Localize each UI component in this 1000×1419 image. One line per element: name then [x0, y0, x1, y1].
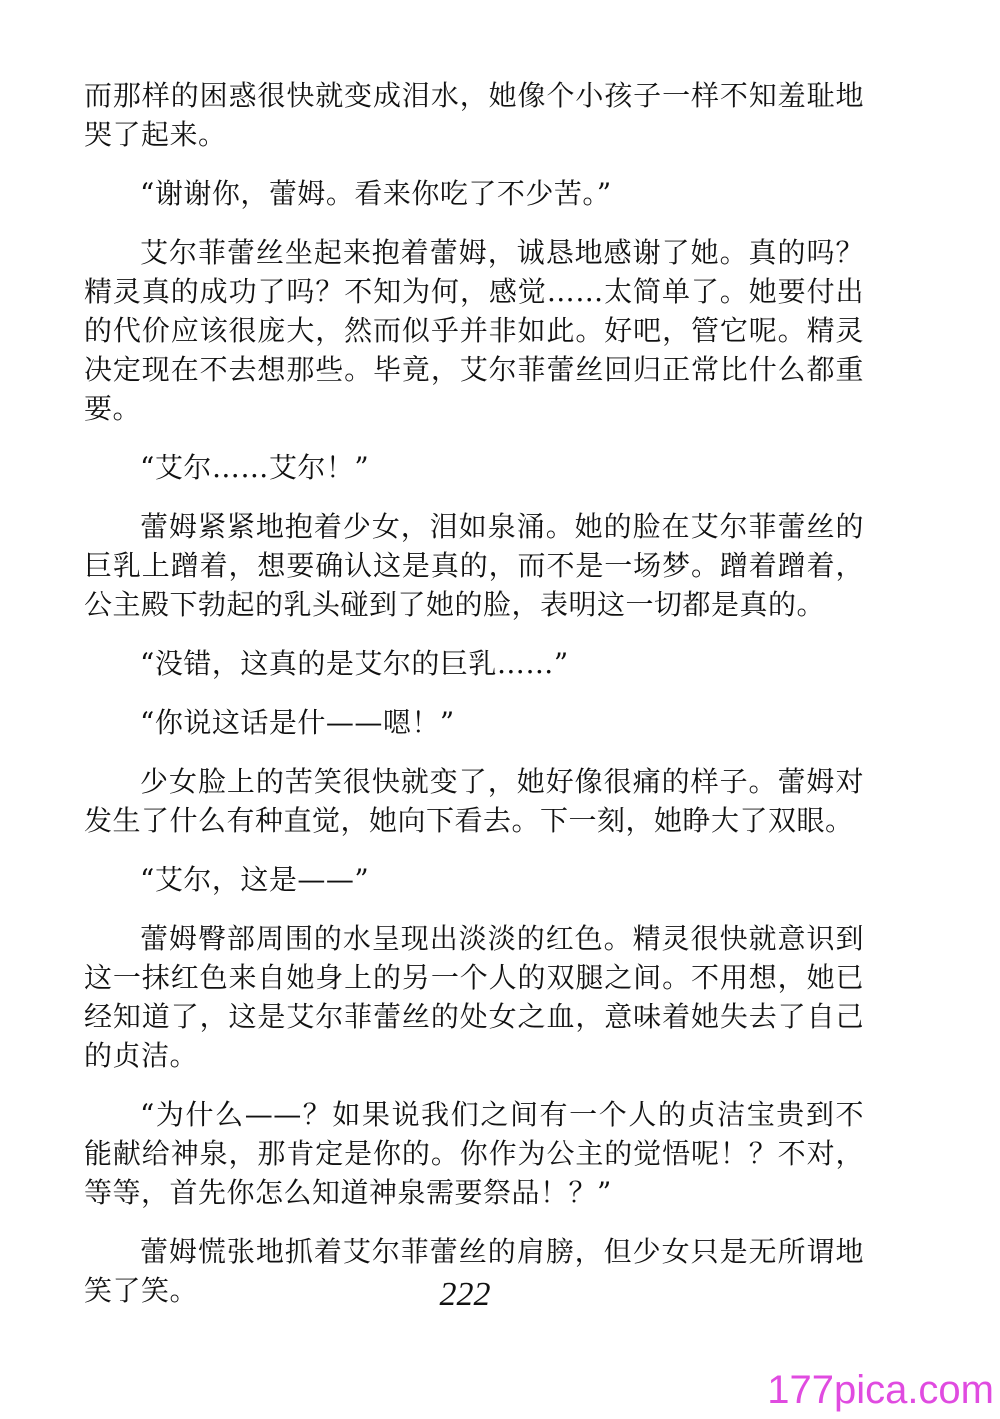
paragraph-6: “没错，这真的是艾尔的巨乳……” [140, 647, 569, 680]
paragraph-10: 蕾姆臀部周围的水呈现出淡淡的红色。精灵很快就意识到这一抹红色来自她身上的另一个人的双腿之间。不用想，她已经知道了，这是艾尔菲蕾丝的处女之血，意味着她失去了自己的贞洁。 [84, 922, 864, 1072]
paragraph-9: “艾尔，这是——” [140, 863, 370, 896]
paragraph-12: 蕾姆慌张地抓着艾尔菲蕾丝的肩膀，但少女只是无所谓地笑了笑。 [84, 1235, 864, 1307]
paragraph-1: 而那样的困惑很快就变成泪水，她像个小孩子一样不知羞耻地哭了起来。 [84, 79, 864, 151]
paragraph-7: “你说这话是什——嗯！” [140, 706, 455, 739]
paragraph-5: 蕾姆紧紧地抱着少女，泪如泉涌。她的脸在艾尔菲蕾丝的巨乳上蹭着，想要确认这是真的，而不是一场梦。蹭着蹭着，公主殿下勃起的乳头碰到了她的脸，表明这一切都是真的。 [84, 510, 864, 621]
page-body [84, 76, 864, 1330]
page-number: 222 [439, 1276, 491, 1313]
watermark: 177pica.com [767, 1368, 994, 1412]
paragraph-8: 少女脸上的苦笑很快就变了，她好像很痛的样子。蕾姆对发生了什么有种直觉，她向下看去。下一刻，她睁大了双眼。 [84, 765, 864, 837]
paragraph-11: “为什么——？如果说我们之间有一个人的贞洁宝贵到不能献给神泉，那肯定是你的。你作为公主的觉悟呢！？不对，等等，首先你怎么知道神泉需要祭品！？” [84, 1098, 864, 1209]
paragraph-2: “谢谢你，蕾姆。看来你吃了不少苦。” [140, 177, 612, 210]
paragraph-3: 艾尔菲蕾丝坐起来抱着蕾姆，诚恳地感谢了她。真的吗？精灵真的成功了吗？不知为何，感觉……太简单了。她要付出的代价应该很庞大，然而似乎并非如此。好吧，管它呢。精灵决定现在不去想那些。毕竟，艾尔菲蕾丝回归正常比什么都重要。 [84, 236, 864, 425]
paragraph-4: “艾尔……艾尔！” [140, 451, 370, 484]
